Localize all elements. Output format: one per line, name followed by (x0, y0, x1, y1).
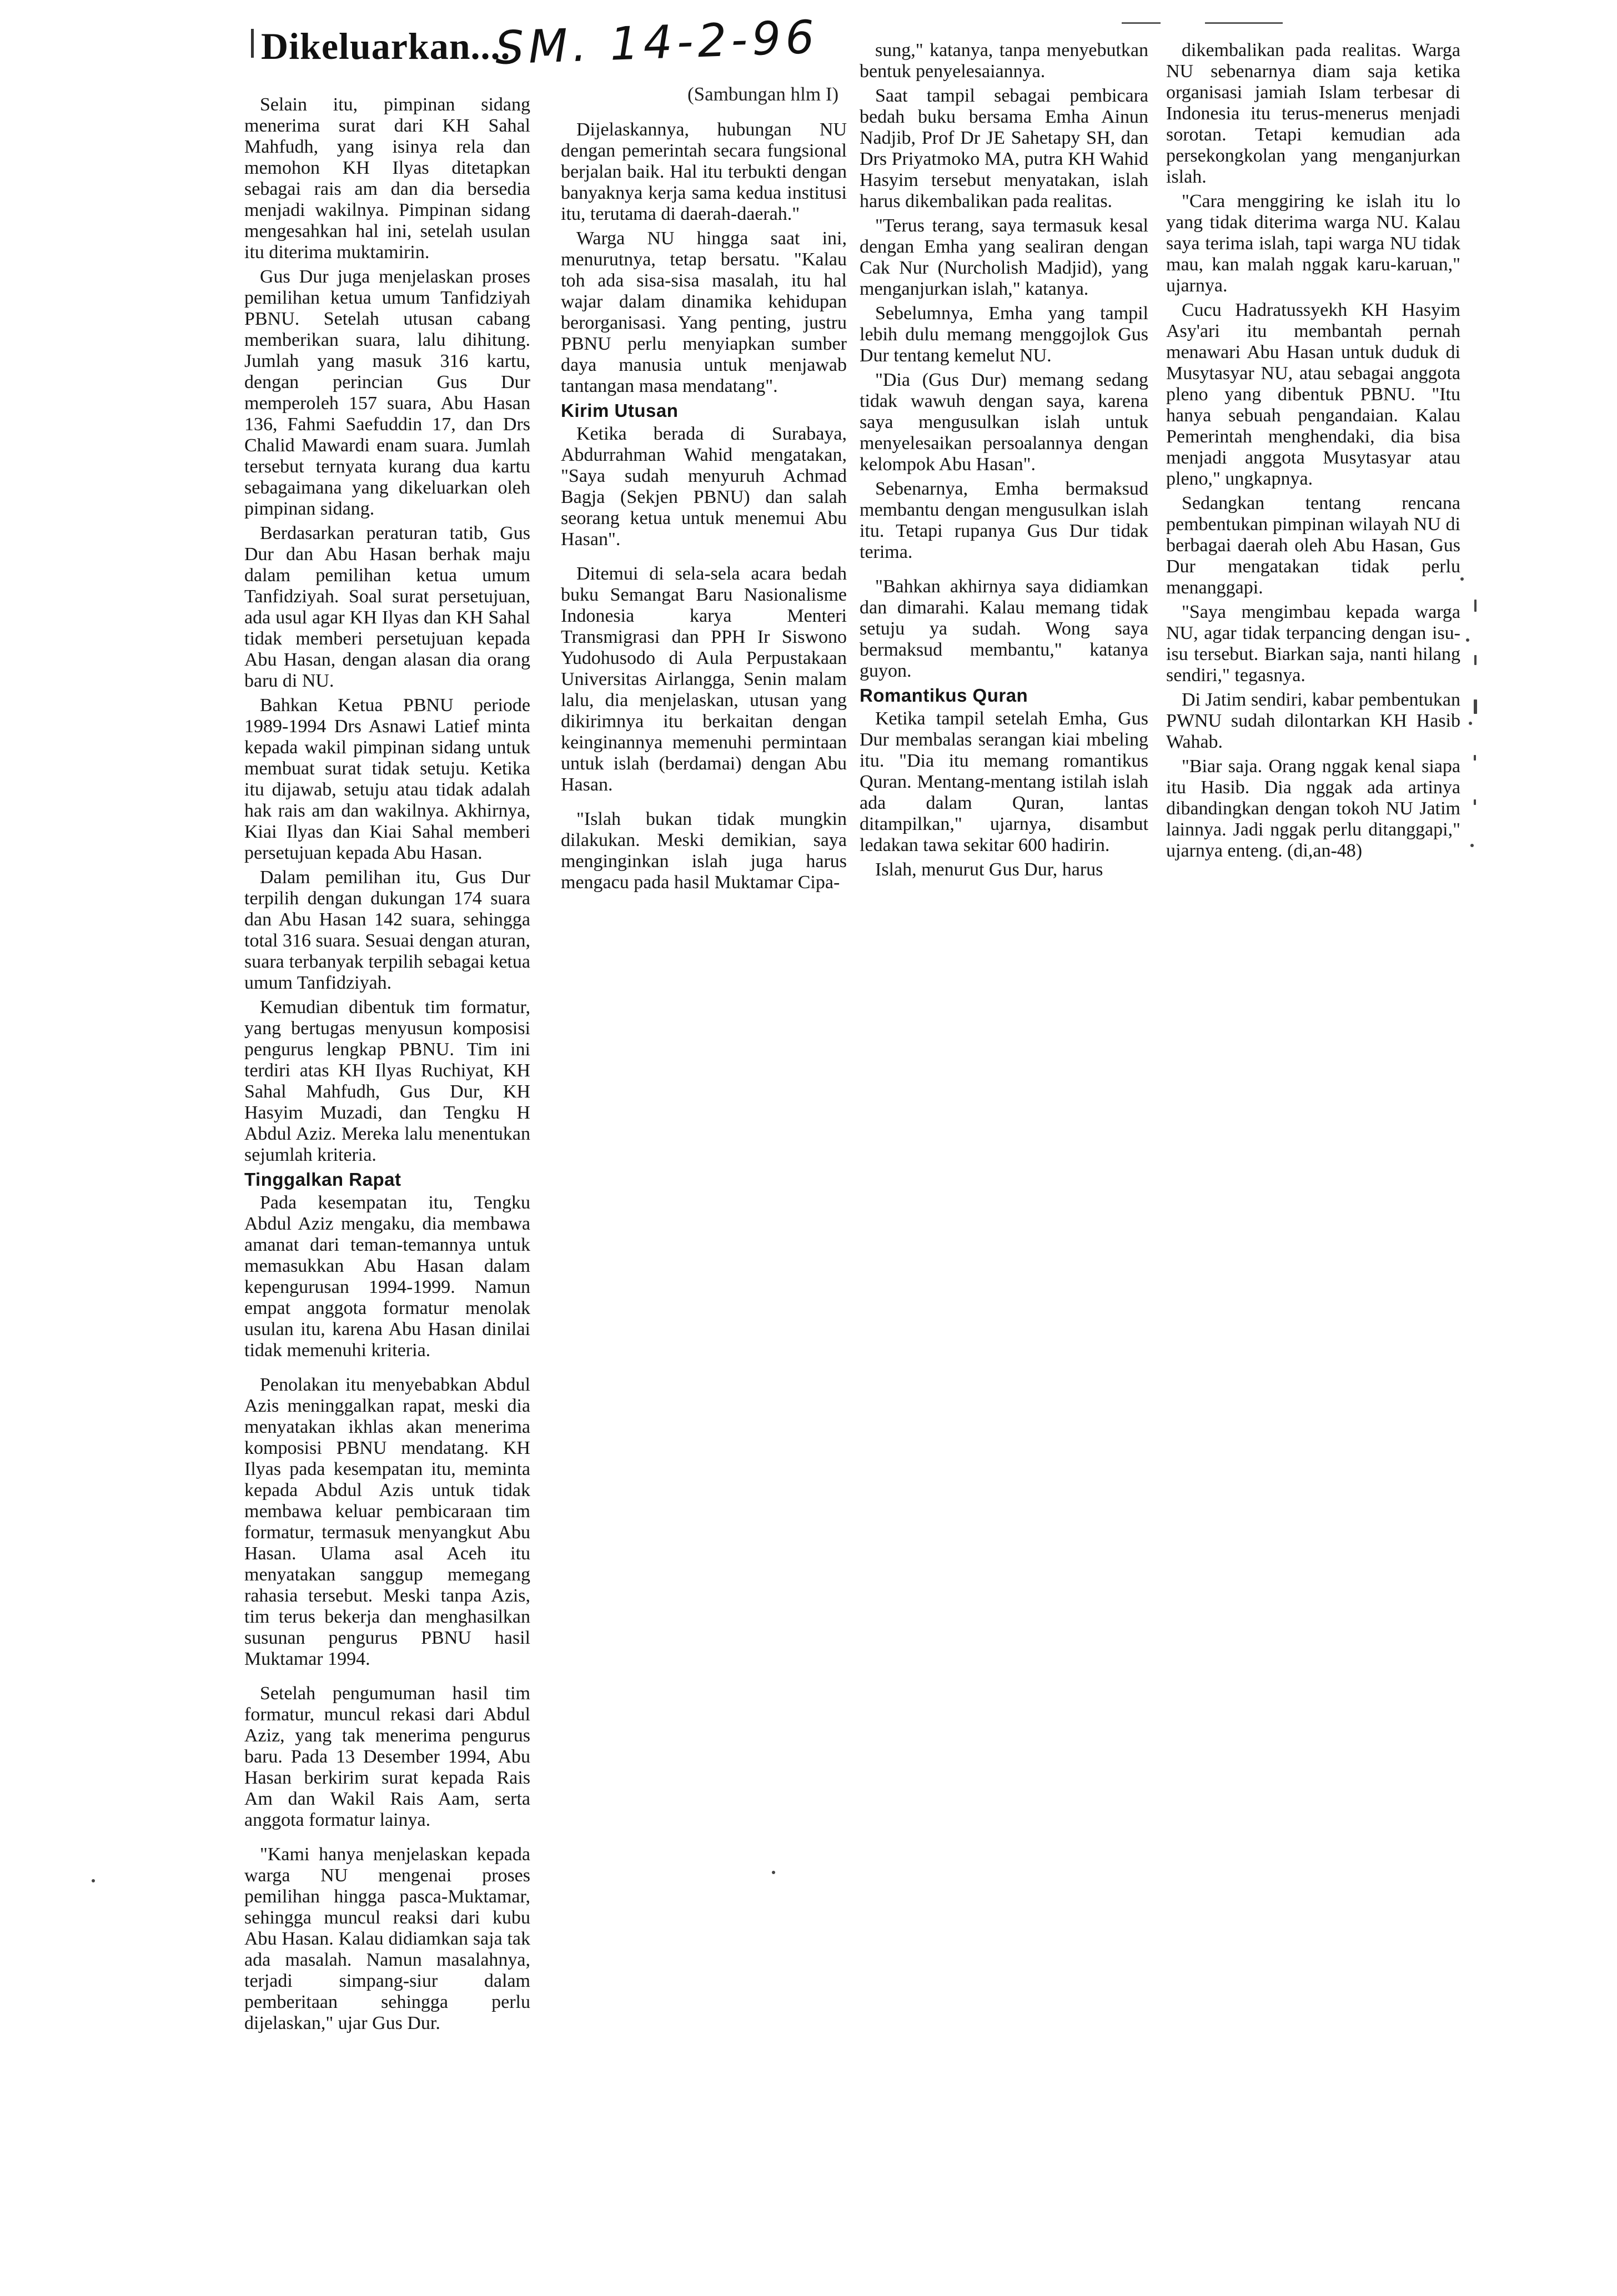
headline-edge-mark (251, 29, 254, 58)
top-rule-right (1205, 22, 1283, 24)
subhead: Tinggalkan Rapat (244, 1169, 401, 1190)
paragraph: Setelah pengumuman hasil tim formatur, muncul rekasi dari Abdul Aziz, yang tak menerima pengurus baru. Pada 13 Desember 1994, Abu Hasan berkirim surat kepada Rais Am dan Wakil Rais Aam, serta anggota formatur lainya. (244, 1683, 530, 1830)
paragraph: Sebenarnya, Emha bermaksud membantu dengan mengusulkan islah itu. Tetapi rupanya Gus Dur tidak terima. (860, 479, 1148, 562)
paragraph: "Dia (Gus Dur) memang sedang tidak wawuh dengan saya, karena saya mengusulkan islah untuk menyelesaikan persoalannya dengan kelompok Abu Hasan". (860, 370, 1148, 475)
paragraph: Berdasarkan peraturan tatib, Gus Dur dan Abu Hasan berhak maju dalam pemilihan ketua umum Tanfidziyah. Soal surat persetujuan, ada usul agar KH Ilyas dan KH Sahal tidak memberi persetujuan kepada Abu Hasan, dengan alasan dia orang baru di NU. (244, 523, 530, 691)
paragraph: Ditemui di sela-sela acara bedah buku Semangat Baru Nasionalisme Indonesia karya Menteri Transmigrasi dan PPH Ir Siswono Yudohusodo di Aula Perpustakaan Universitas Airlangga, Senin malam lalu, dia menjelaskan, utusan yang dikirimnya itu berkaitan dengan keinginannya memenuhi permintaan untuk islah (berdamai) dengan Abu Hasan. (561, 563, 847, 795)
paragraph: Bahkan Ketua PBNU periode 1989-1994 Drs Asnawi Latief minta kepada wakil pimpinan sidang untuk membuat surat tidak setuju. Ketika itu dijawab, setuju atau tidak adalah hak rais am dan wakilnya. Akhirnya, Kiai Ilyas dan Kiai Sahal memberi persetujuan kepada Abu Hasan. (244, 695, 530, 863)
paragraph: dikembalikan pada realitas. Warga NU sebenarnya diam saja ketika organisasi jamiah Islam terbesar di Indonesia itu terus-menerus menjadi sorotan. Tetapi kemudian ada persekongkolan yang menganjurkan islah. (1166, 40, 1460, 187)
scan-speck (772, 1871, 775, 1874)
paragraph: Dijelaskannya, hubungan NU dengan pemerintah secara fungsional berjalan baik. Hal itu terbukti dengan banyaknya kerja sama kedua institusi itu, terutama di daerah-daerah." (561, 119, 847, 224)
paragraph: "Biar saja. Orang nggak kenal siapa itu Hasib. Dia nggak ada artinya dibandingkan dengan tokoh NU Jatim lainnya. Jadi nggak perlu ditanggapi," ujarnya enteng. (di,an-48) (1166, 756, 1460, 861)
column-3 (860, 40, 1148, 884)
paragraph: Ketika tampil setelah Emha, Gus Dur membalas serangan kiai mbeling itu. "Dia itu memang romantikus Quran. Mentang-mentang istilah islah ada dalam Quran, lantas ditampilkan," ujarnya, disambut ledakan tawa sekitar 600 hadirin. (860, 708, 1148, 855)
headline: Dikeluarkan.... (261, 25, 511, 67)
paragraph: Kemudian dibentuk tim formatur, yang bertugas menyusun komposisi pengurus lengkap PBNU. Tim ini terdiri atas KH Ilyas Ruchiyat, KH Sahal Mahfudh, Gus Dur, KH Hasyim Muzadi, dan Tengku H Abdul Aziz. Mereka lalu menentukan sejumlah kriteria. (244, 997, 530, 1165)
scan-mark (1474, 600, 1477, 612)
paragraph: Penolakan itu menyebabkan Abdul Azis meninggalkan rapat, meski dia menyatakan ikhlas akan menerima komposisi PBNU mendatang. KH Ilyas pada kesempatan itu, meminta kepada Abdul Azis untuk tidak membawa keluar pembicaraan tim formatur, termasuk menyangkut Abu Hasan. Ulama asal Aceh itu menyatakan sanggup memegang rahasia tersebut. Meski tanpa Azis, tim terus bekerja dan menghasilkan susunan pengurus PBNU hasil Muktamar 1994. (244, 1374, 530, 1669)
scan-speck (1466, 638, 1469, 642)
scan-mark (1474, 755, 1476, 761)
paragraph: "Kami hanya menjelaskan kepada warga NU mengenai proses pemilihan hingga pasca-Muktamar, sehingga muncul reaksi dari kubu Abu Hasan. Kalau didiamkan saja tak ada masalah. Namun masalahnya, terjadi simpang-siur dalam pemberitaan sehingga perlu dijelaskan," ujar Gus Dur. (244, 1844, 530, 2033)
scan-speck (1469, 722, 1472, 725)
paragraph: "Terus terang, saya termasuk kesal dengan Emha yang sealiran dengan Cak Nur (Nurcholish Madjid), yang menganjurkan islah," katanya. (860, 215, 1148, 299)
paragraph: Cucu Hadratussyekh KH Hasyim Asy'ari itu membantah pernah menawari Abu Hasan untuk duduk di Musytasyar NU, atau sebagai anggota pleno yang dibentuk PBNU. "Itu hanya sebuah pengandaian. Kalau Pemerintah menghendaki, dia bisa menjadi anggota Musytasyar atau pleno," ungkapnya. (1166, 300, 1460, 489)
scan-speck (1470, 844, 1474, 847)
scan-speck (92, 1879, 95, 1882)
handwritten-date: SM. 14-2-96 (494, 11, 820, 75)
subhead: Romantikus Quran (860, 685, 1028, 706)
paragraph: "Islah bukan tidak mungkin dilakukan. Meski demikian, saya menginginkan islah juga harus mengacu pada hasil Muktamar Cipa- (561, 809, 847, 893)
column-2 (561, 119, 847, 897)
continued-from-note: (Sambungan hlm I) (687, 83, 839, 105)
scan-mark (1474, 799, 1476, 805)
scan-mark (1474, 699, 1477, 714)
paragraph: Di Jatim sendiri, kabar pembentukan PWNU sudah dilontarkan KH Hasib Wahab. (1166, 689, 1460, 752)
paragraph: Saat tampil sebagai pembicara bedah buku bersama Emha Ainun Nadjib, Prof Dr JE Sahetapy SH, dan Drs Priyatmoko MA, putra KH Wahid Hasyim tersebut menyatakan, islah harus dikembalikan pada realitas. (860, 85, 1148, 212)
paragraph: Pada kesempatan itu, Tengku Abdul Aziz mengaku, dia membawa amanat dari teman-temannya untuk memasukkan Abu Hasan dalam kepengurusan 1994-1999. Namun empat anggota formatur menolak usulan itu, karena Abu Hasan dinilai tidak memenuhi kriteria. (244, 1192, 530, 1361)
paragraph: Warga NU hingga saat ini, menurutnya, tetap bersatu. "Kalau toh ada sisa-sisa masalah, itu hal wajar dalam dinamika kehidupan berorganisasi. Yang penting, justru PBNU perlu menyiapkan sumber daya manusia untuk menjawab tantangan masa mendatang". (561, 228, 847, 396)
paragraph: Sedangkan tentang rencana pembentukan pimpinan wilayah NU di berbagai daerah oleh Abu Hasan, Gus Dur mengatakan tidak perlu menanggapi. (1166, 493, 1460, 598)
paragraph: "Saya mengimbau kepada warga NU, agar tidak terpancing dengan isu-isu tersebut. Biarkan saja, nanti hilang sendiri," tegasnya. (1166, 602, 1460, 686)
paragraph: Gus Dur juga menjelaskan proses pemilihan ketua umum Tanfidziyah PBNU. Setelah utusan cabang memberikan suara, lalu dihitung. Jumlah yang masuk 316 kartu, dengan perincian Gus Dur memperoleh 157 suara, Abu Hasan 136, Fahmi Saefuddin 17, dan Drs Chalid Mawardi enam suara. Jumlah tersebut ternyata kurang dua kartu sebagaimana yang dikeluarkan oleh pimpinan sidang. (244, 266, 530, 519)
paragraph: Dalam pemilihan itu, Gus Dur terpilih dengan dukungan 174 suara dan Abu Hasan 142 suara, sehingga total 316 suara. Sesuai dengan aturan, suara terbanyak terpilih sebagai ketua umum Tanfidziyah. (244, 867, 530, 993)
paragraph: Selain itu, pimpinan sidang menerima surat dari KH Sahal Mahfudh, yang isinya rela dan memohon KH Ilyas ditetapkan sebagai rais am dan dia bersedia menjadi wakilnya. Pimpinan sidang mengesahkan hal ini, setelah usulan itu diterima muktamirin. (244, 94, 530, 263)
paragraph: "Bahkan akhirnya saya didiamkan dan dimarahi. Kalau memang tidak setuju ya sudah. Wong saya bermaksud membantu," katanya guyon. (860, 576, 1148, 681)
scan-mark (1474, 655, 1477, 665)
paragraph: Islah, menurut Gus Dur, harus (875, 859, 1103, 880)
top-rule-left (1122, 22, 1161, 24)
subhead: Kirim Utusan (561, 400, 679, 421)
paragraph: Ketika berada di Surabaya, Abdurrahman Wahid mengatakan, "Saya sudah menyuruh Achmad Bagja (Sekjen PBNU) dan salah seorang ketua untuk menemui Abu Hasan". (561, 424, 847, 550)
paragraph: "Cara menggiring ke islah itu lo yang tidak diterima warga NU. Kalau saya terima islah, tapi warga NU tidak mau, kan malah nggak karu-karuan," ujarnya. (1166, 191, 1460, 296)
scan-speck (1460, 577, 1464, 581)
column-4 (1166, 40, 1460, 865)
paragraph: Sebelumnya, Emha yang tampil lebih dulu memang menggojlok Gus Dur tentang kemelut NU. (860, 303, 1148, 366)
paragraph: sung," katanya, tanpa menyebutkan bentuk penyelesaiannya. (860, 40, 1148, 82)
column-1 (244, 94, 530, 2037)
